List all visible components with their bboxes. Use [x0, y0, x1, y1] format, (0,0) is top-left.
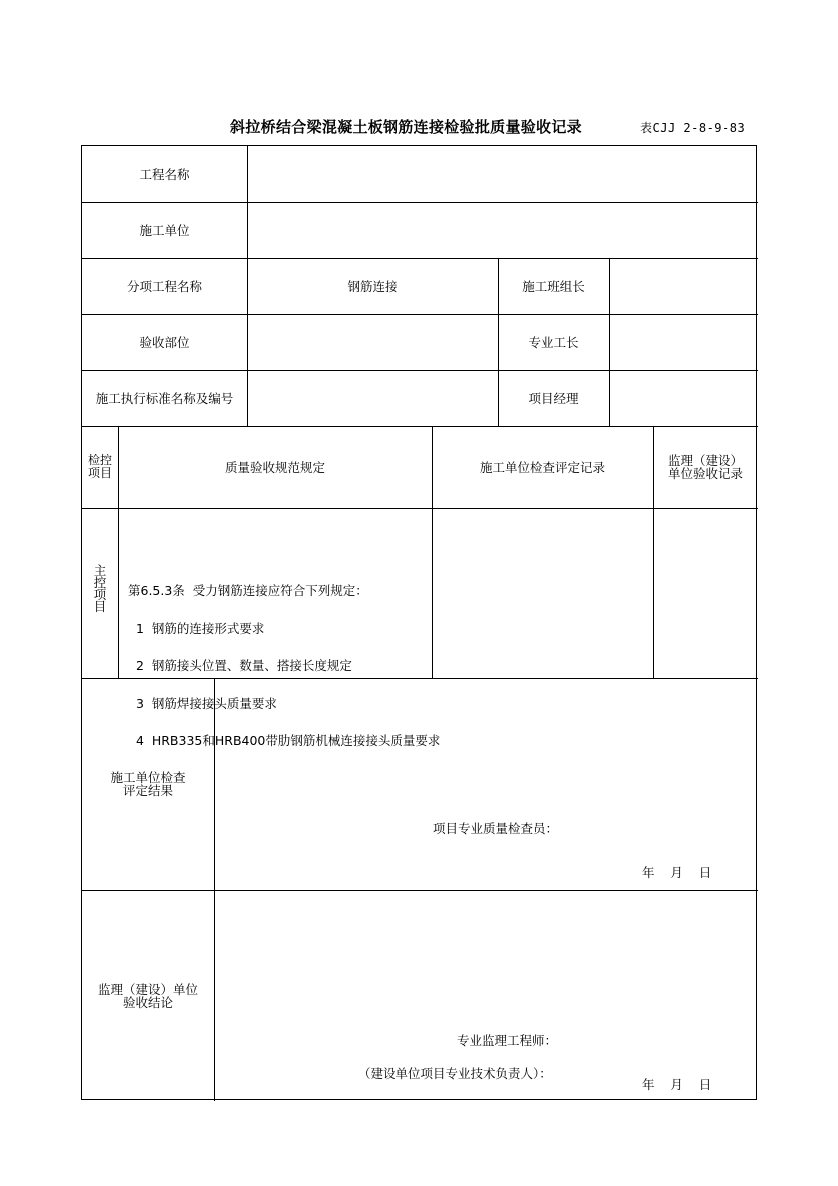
contractor-result-label — [82, 678, 214, 890]
contractor-result-field[interactable] — [214, 678, 758, 890]
form-title: 斜拉桥结合梁混凝土板钢筋连接检验批质量验收记录 — [230, 118, 582, 136]
foreman-label: 专业工长 — [528, 334, 579, 350]
contractor-result-label-line2: 评定结果 — [122, 783, 173, 798]
supervising-engineer-signature-label: 专业监理工程师： — [457, 1033, 558, 1048]
contractor-result-label-line1: 施工单位检查 — [110, 770, 186, 785]
control-item-header: 检控项目 — [87, 453, 112, 480]
owner-technical-lead-signature-label: （建设单位项目专业技术负责人）： — [358, 1066, 552, 1081]
rule-heading: 第6.5.3条 受力钢筋连接应符合下列规定： — [128, 583, 368, 598]
project-name-label: 工程名称 — [139, 166, 190, 182]
rule-item: 2 钢筋接头位置、数量、搭接长度规定 — [128, 658, 352, 673]
sub-project-label: 分项工程名称 — [126, 278, 202, 294]
contractor-record-header: 施工单位检查评定记录 — [479, 459, 605, 475]
inspection-part-field[interactable] — [247, 314, 498, 370]
project-manager-field[interactable] — [609, 370, 758, 426]
inspection-record-table — [81, 145, 757, 1100]
supervisor-conclusion-label — [82, 890, 214, 1101]
supervisor-record-header-line1: 监理（建设） — [667, 453, 743, 468]
main-items-supervisor-record-field[interactable] — [653, 508, 758, 678]
team-leader-label: 施工班组长 — [522, 278, 585, 294]
construction-unit-label: 施工单位 — [139, 222, 190, 238]
rule-item: 1 钢筋的连接形式要求 — [128, 620, 265, 636]
standard-field[interactable] — [247, 370, 498, 426]
form-code: 表CJJ 2-8-9-83 — [640, 121, 746, 135]
rule-item: 4 HRB335和HRB400带肋钢筋机械连接接头质量要求 — [128, 733, 441, 748]
supervisor-record-header — [653, 426, 758, 508]
quality-inspector-signature-label: 项目专业质量检查员： — [433, 821, 559, 836]
team-leader-field[interactable] — [609, 258, 758, 314]
supervisor-conclusion-date: 年 月 日 — [642, 1077, 712, 1092]
supervisor-record-header-line2: 单位验收记录 — [667, 466, 743, 481]
main-items-label: 主控项目 — [93, 563, 107, 614]
project-name-field[interactable] — [247, 146, 758, 202]
foreman-field[interactable] — [609, 314, 758, 370]
sub-project-field[interactable]: 钢筋连接 — [347, 278, 398, 294]
rule-item: 3 钢筋焊接接头质量要求 — [128, 695, 277, 711]
main-items-contractor-record-field[interactable] — [432, 508, 653, 678]
contractor-result-date: 年 月 日 — [642, 865, 712, 880]
inspection-part-label: 验收部位 — [139, 334, 190, 350]
project-manager-label: 项目经理 — [528, 390, 579, 406]
standard-label: 施工执行标准名称及编号 — [95, 390, 234, 406]
supervisor-conclusion-label-line1: 监理（建设）单位 — [97, 981, 198, 997]
supervisor-conclusion-label-line2: 验收结论 — [122, 994, 173, 1010]
spec-header: 质量验收规范规定 — [224, 459, 325, 475]
construction-unit-field[interactable] — [247, 202, 758, 258]
